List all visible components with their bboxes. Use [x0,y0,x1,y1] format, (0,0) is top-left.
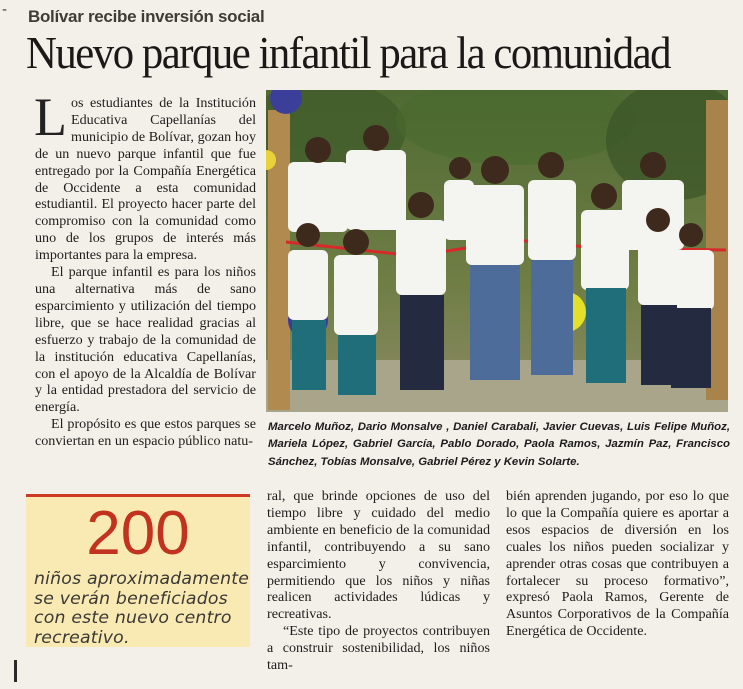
photo-caption: Marcelo Muñoz, Dario Monsalve , Daniel Carabali, Javier Cuevas, Luis Felipe Muñoz, Mariela López, Gabriel García, Pablo Dorado, Paola Ramos, Jazmín Paz, Francisco Sánchez, Tobías Monsalve, Gabriel Pérez y Kevin Solarte. [268,421,730,468]
drop-cap: L [34,87,67,147]
article-column-1 [34,87,256,450]
article-paragraph-1 [34,87,256,264]
article-photo [266,90,728,412]
article-paragraph-3-continued: ral, que brinde opciones de uso del tiempo libre y cuidado del medio ambiente en beneficio de la comunidad infantil, contribuyendo a su sano esparcimiento y convivencia, permitiendo que los niños y niñas realicen actividades lúdicas y recreativas. [267,488,490,623]
stat-description: niños aproximadamente se verán beneficiados con este nuevo centro recreativo. [34,569,250,648]
children-group-photo [266,90,728,412]
article-paragraph-3-start: El propósito es que estos parques se conviertan en un espacio público natu- [35,416,256,450]
article-paragraph-4-continued: bién aprenden jugando, por eso lo que lo que la Compañía quiere es aportar a esos espacios de diversión en los cuales los niños pueden socializar y aprender otras cosas que contribuyen a fortalecer su proceso formativo”, expresó Paola Ramos, Gerente de Asuntos Corporativos de la Compañía Energética de Occidente. [506,488,729,640]
corner-mark: - [2,2,8,18]
article-column-3 [506,488,729,640]
paragraph-1-text: os estudiantes de la Institución Educativa Capellanías del municipio de Bolívar, gozan hoy de un nuevo parque infantil que fue entregado por la Compañía Energética de Occidente a esta comunidad estudiantil. El proyecto hacer parte del compromiso con la comunidad como uno de los grupos de interés más importantes para la empresa. [35,95,256,264]
article-paragraph-2: El parque infantil es para los niños una alternativa más de sano esparcimiento y utilización del tiempo libre, que se hace realidad gracias al esfuerzo y trabajo de la comunidad de la institución educativa Capellanías, con el apoyo de la Alcaldía de Bolívar y la entidad prestadora del servicio de energía. [35,264,256,416]
margin-tick-mark [14,660,17,682]
article-paragraph-4-start: “Este tipo de proyectos contribuyen a construir sostenibilidad, los niños tam- [267,623,490,674]
article-column-2 [267,488,490,674]
headline: Nuevo parque infantil para la comunidad [26,27,671,78]
stat-number: 200 [86,499,190,568]
section-kicker: Bolívar recibe inversión social [28,7,265,26]
